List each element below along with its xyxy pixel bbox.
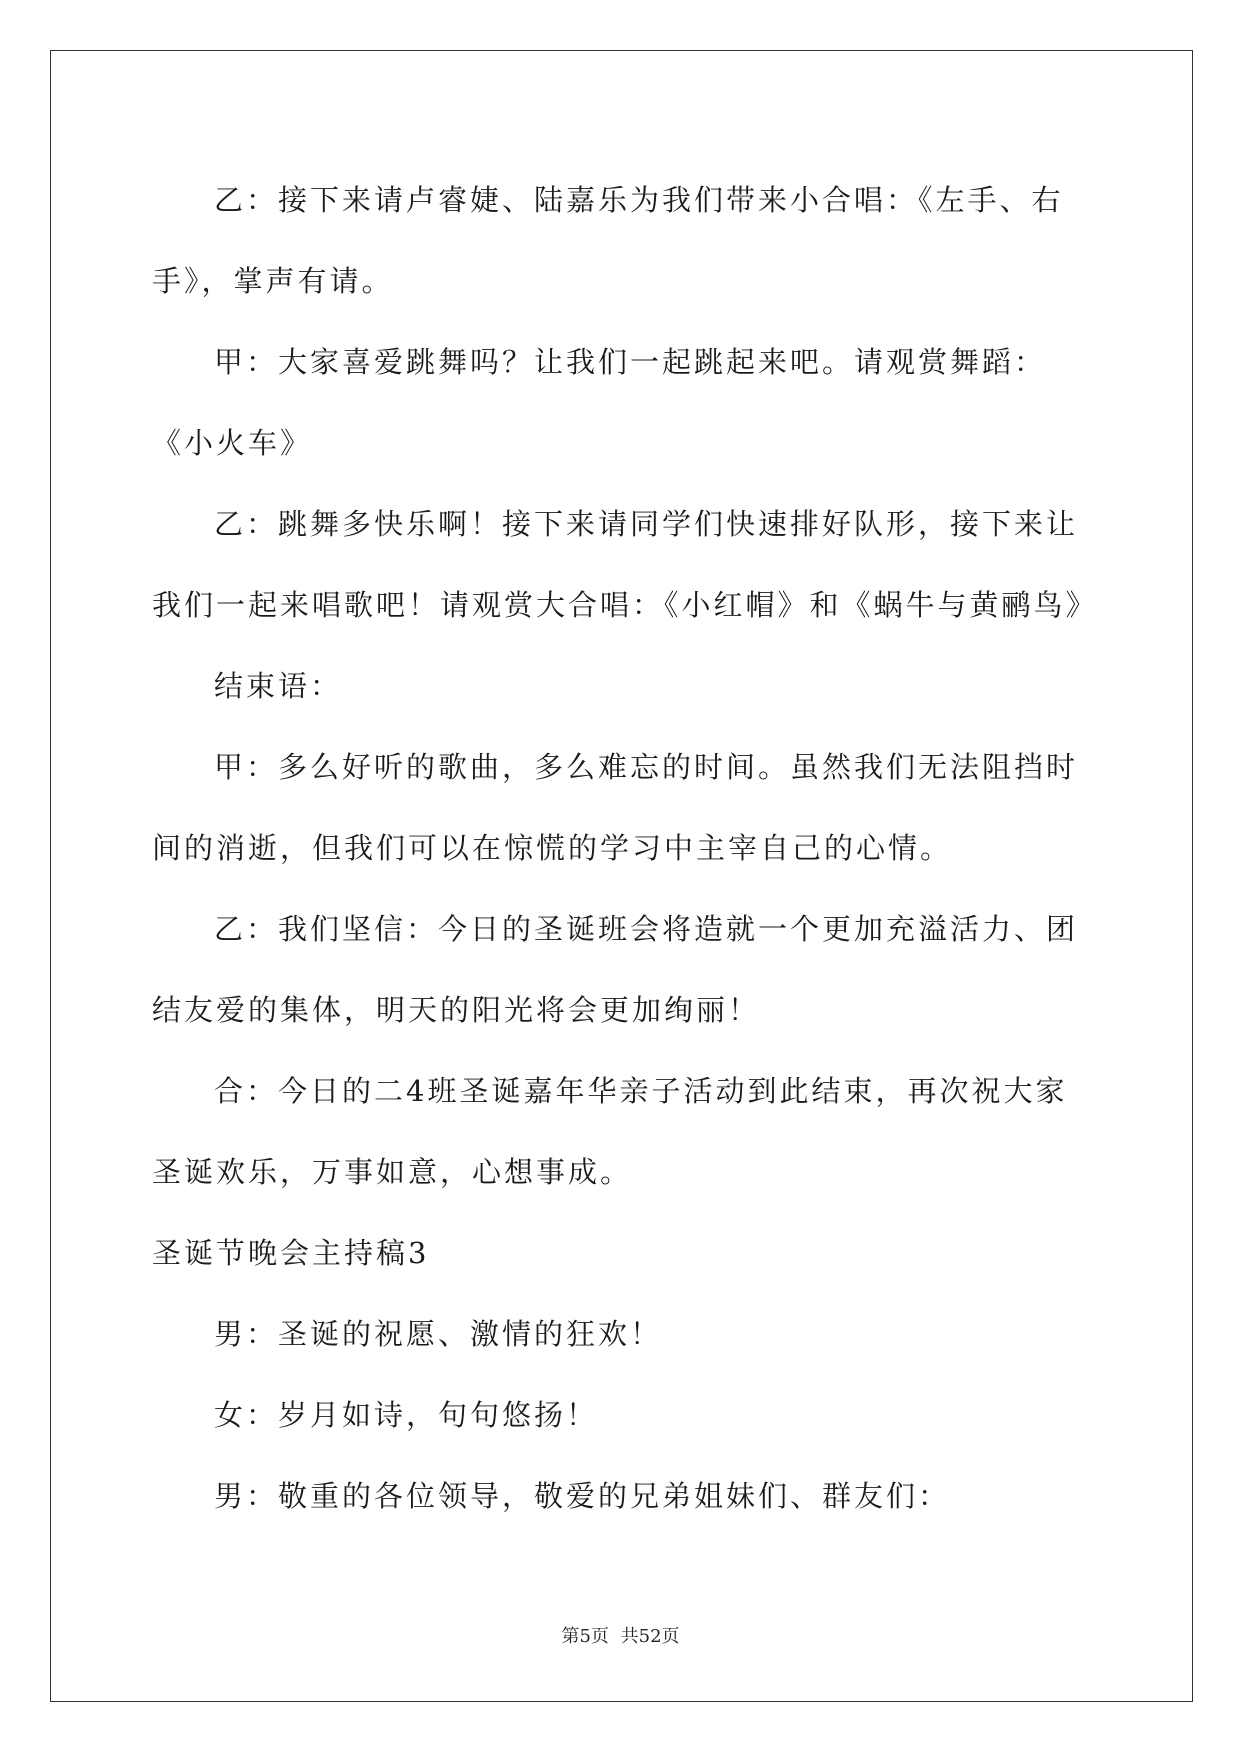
paragraph: 合：今日的二4班圣诞嘉年华亲子活动到此结束，再次祝大家圣诞欢乐，万事如意，心想事成。 (152, 1074, 1068, 1189)
paragraph: 男：敬重的各位领导，敬爱的兄弟姐妹们、群友们： (214, 1479, 951, 1513)
paragraph: 乙：跳舞多快乐啊！接下来请同学们快速排好队形，接下来让我们一起来唱歌吧！请观赏大合唱：《小红帽》和《蜗牛与黄鹂鸟》 (152, 507, 1098, 622)
paragraph: 男：圣诞的祝愿、激情的狂欢！ (214, 1317, 663, 1351)
section-heading: 圣诞节晚会主持稿3 (152, 1236, 430, 1270)
paragraph: 乙：接下来请卢睿婕、陆嘉乐为我们带来小合唱：《左手、右手》，掌声有请。 (152, 183, 1064, 298)
paragraph: 结束语： (214, 669, 343, 703)
total-pages-label: 共52页 (620, 1626, 680, 1647)
page-footer (0, 1622, 1241, 1648)
paragraph: 女：岁月如诗，句句悠扬！ (214, 1398, 599, 1432)
document-body (152, 160, 1098, 1537)
paragraph: 甲：多么好听的歌曲，多么难忘的时间。虽然我们无法阻挡时间的消逝，但我们可以在惊慌的学习中主宰自己的心情。 (152, 750, 1079, 865)
current-page-label: 第5页 (561, 1626, 609, 1647)
paragraph: 甲：大家喜爱跳舞吗？让我们一起跳起来吧。请观赏舞蹈：《小火车》 (152, 345, 1047, 460)
paragraph: 乙：我们坚信：今日的圣诞班会将造就一个更加充溢活力、团结友爱的集体，明天的阳光将会更加绚丽！ (152, 912, 1079, 1027)
